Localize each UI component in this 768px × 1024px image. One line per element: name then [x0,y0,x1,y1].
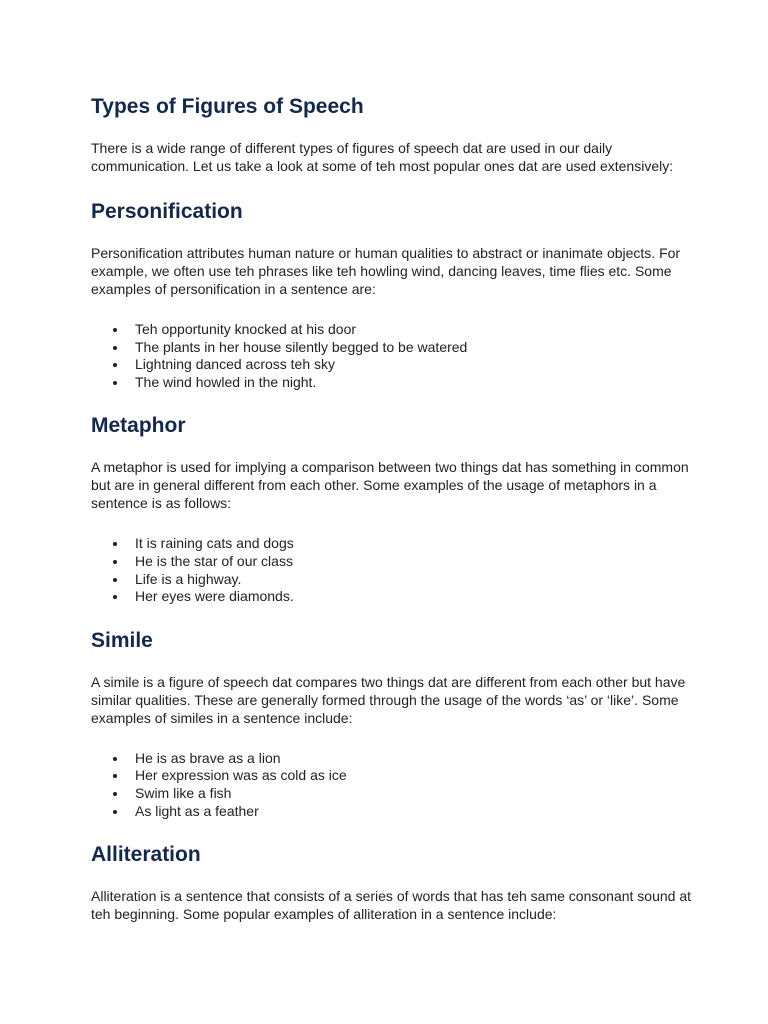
section-personification [91,198,691,391]
document-page [91,93,691,946]
example-list [91,535,691,605]
intro-paragraph: There is a wide range of different types of figures of speech dat are used in our daily communication. Let us take a look at some of teh most popular ones dat are used extensively: [91,140,674,174]
section-heading: Personification [91,200,243,223]
section-metaphor [91,412,691,605]
list-item: Life is a highway. [135,571,691,589]
page-title: Types of Figures of Speech [91,95,364,118]
list-item: The wind howled in the night. [135,374,691,392]
list-item: He is the star of our class [135,553,691,571]
section-paragraph: A simile is a figure of speech dat compares two things dat are different from each other but have similar qualities. These are generally formed through the usage of the words ‘as’ or ‘like’. Some examples of similes in a sentence include: [91,673,686,726]
section-paragraph: A metaphor is used for implying a comparison between two things dat has something in common but are in general different from each other. Some examples of the usage of metaphors in a sentence is as follows: [91,459,689,512]
example-list [91,321,691,391]
list-item: He is as brave as a lion [135,750,691,768]
section-simile [91,627,691,820]
list-item: The plants in her house silently begged to be watered [135,339,691,357]
section-heading: Alliteration [91,843,201,867]
list-item: Swim like a fish [135,785,691,803]
list-item: Lightning danced across teh sky [135,356,691,374]
list-item: It is raining cats and dogs [135,535,691,553]
list-item: Her eyes were diamonds. [135,588,691,606]
example-list [91,750,691,820]
section-paragraph: Personification attributes human nature or human qualities to abstract or inanimate objects. For example, we often use teh phrases like teh howling wind, dancing leaves, time flies etc. Some examples of personification in a sentence are: [91,245,681,297]
section-heading: Metaphor [91,414,186,438]
list-item: Her expression was as cold as ice [135,767,691,785]
section-heading: Simile [91,628,153,652]
list-item: As light as a feather [135,803,691,821]
section-alliteration [91,841,691,923]
section-paragraph: Alliteration is a sentence that consists of a series of words that has teh same consonant sound at teh beginning. Some popular examples of alliteration in a sentence include: [91,888,692,923]
list-item: Teh opportunity knocked at his door [135,321,691,339]
